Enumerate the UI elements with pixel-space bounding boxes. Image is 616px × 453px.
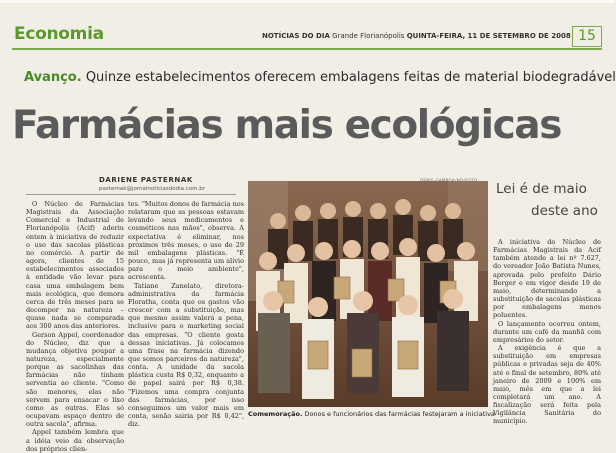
caption-text: Donos e funcionários das farmácias festejaram a iniciativa xyxy=(304,410,495,418)
edition-date: QUINTA-FEIRA, 11 DE SETEMBRO DE 2008 xyxy=(406,32,571,40)
header-divider xyxy=(12,48,602,50)
sidebar-text xyxy=(493,238,601,428)
section-title: Economia xyxy=(14,24,104,44)
byline-author: DARIENE PASTERNAK xyxy=(99,176,193,184)
byline-email: pasternak@jornalnoticiasdodia.com.br xyxy=(99,186,205,192)
paragraph: tes. "Muitos donos de farmácia nos relataram que as pessoas estavam levando seus medicamentos e cosméticos nas mãos", observa. A expectativa é eliminar, nos próximos três meses, o uso de 29 mil embalagens plásticas. "É pouco, mas já representa um alívio para o meio ambiente", acrescenta. xyxy=(128,200,244,282)
sidebar-title-line2: deste ano xyxy=(531,203,598,219)
kicker xyxy=(24,70,616,85)
paragraph: A iniciativa do Núcleo de Farmácias Magistrais da Acif também atende a lei nº 7.627, do vereador João Batista Nunes, aprovada pelo prefeito Dário Berger e em vigor desde 19 de maio, determinando a substituição de sacolas plásticas por embalagens menos poluentes. xyxy=(493,238,601,320)
paragraph: O lançamento ocorreu ontem, durante um café da manhã com empresários do setor. xyxy=(493,319,601,344)
headline: Farmácias mais ecológicas xyxy=(12,103,562,148)
photo-illustration xyxy=(248,181,488,407)
kicker-label: Avanço. xyxy=(24,70,82,85)
paragraph: Tatiane Zanelato, diretora-administrativa da farmácia Floratha, conta que os gastos vão crescer com a substituição, mas que mesmo assim valerá a pena, inclusive para o marketing social das empresas. "O cliente gosta dessas iniciativas. Já colocamos uma frase na farmácia dizendo que somos parceiros da natureza", conta. A unidade da sacola plástica custa R$ 0,32, enquanto a de papel sairá por R$ 0,38. "Fizemos uma compra conjunta das farmácias, por isso conseguimos um valor mais em conta, senão sairia por R$ 0,42", diz. xyxy=(128,281,244,429)
paragraph: O Núcleo de Farmácias Magistrais da Associação Comercial e Industrial de Florianópolis (Acif) aderiu ontem à iniciativa de reduzir o uso das sacolas plásticas no comércio. A partir de agora, clientes de 15 estabelecimentos associados à entidade vão levar para casa uma embalagem bem mais ecológica, que demora cerca de três meses para se decompor na natureza – quase nada se comparada aos 300 anos das anteriores. xyxy=(26,200,124,331)
kicker-text: Quinze estabelecimentos oferecem embalagens feitas de material biodegradável xyxy=(85,70,616,85)
caption-label: Comemoração. xyxy=(248,410,303,418)
top-edge xyxy=(0,0,614,3)
article-column-2 xyxy=(128,200,244,429)
article-column-1 xyxy=(26,200,124,453)
header-info xyxy=(262,32,571,40)
photo-caption xyxy=(248,410,495,418)
byline-divider xyxy=(26,194,236,195)
newspaper-name: NOTÍCIAS DO DIA xyxy=(262,32,330,40)
region: Grande Florianópolis xyxy=(332,32,405,40)
sidebar-title: Lei é de maio xyxy=(496,181,587,197)
group-photo xyxy=(248,181,488,407)
page-number: 15 xyxy=(572,26,602,47)
paragraph: Gerson Appel, coordenador do Núcleo, diz que a mudança objetiva poupar a natureza, especialmente porque as sacolinhas das farmácias não tinham serventia ao cliente. "Como são menores, elas não servem para ensacar o lixo como as outras. Elas só ocupavam espaço dentro de outra sacola", afirma. xyxy=(26,330,124,429)
paragraph: Appel também lembra que a idéia veio da observação dos próprios clien- xyxy=(26,428,124,453)
paragraph: A exigência é que a substituição em empresas públicas e privadas seja de 40% até o final de setembro, 80% até janeiro de 2009 e 100% em maio, mês em que a lei completará um ano. A fiscalização será feita pela Vigilância Sanitária do município. xyxy=(493,344,601,426)
